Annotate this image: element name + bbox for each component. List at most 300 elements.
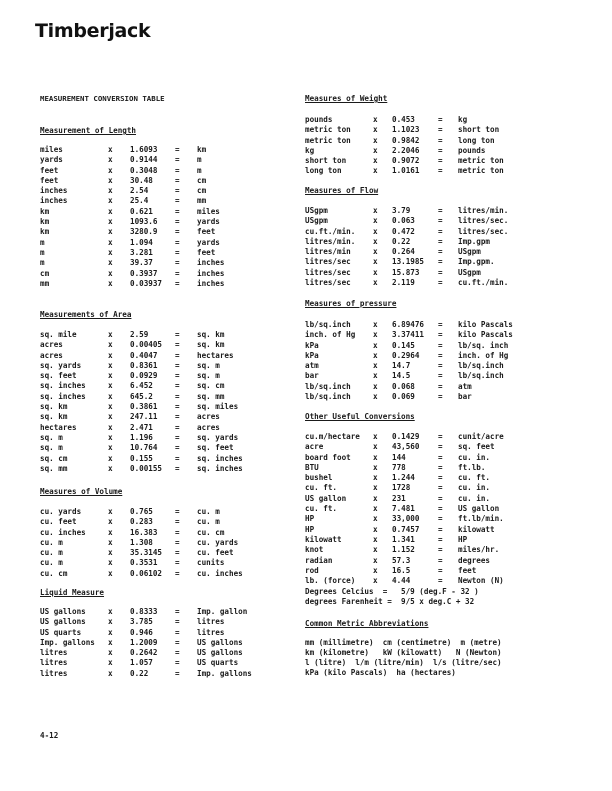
factor: 2.59 <box>130 330 149 339</box>
to-unit: kilo Pascals <box>458 320 513 329</box>
multiply-sign: x <box>108 247 113 257</box>
from-unit: atm <box>305 361 319 371</box>
multiply-sign: x <box>373 115 378 124</box>
to-unit: USgpm <box>458 247 481 257</box>
factor: 0.8361 <box>130 360 158 370</box>
from-unit: HP <box>305 514 315 524</box>
multiply-sign: x <box>108 391 113 401</box>
multiply-sign: x <box>108 548 113 558</box>
multiply-sign: x <box>108 627 113 637</box>
equals-sign: = <box>175 371 180 381</box>
equals-sign: = <box>175 668 180 678</box>
factor: 14.7 <box>392 361 411 371</box>
equals-sign: = <box>438 145 443 155</box>
factor: 0.3937 <box>130 268 158 278</box>
equals-sign: = <box>438 576 443 586</box>
from-unit: inches <box>40 196 68 206</box>
from-unit: feet <box>40 175 59 185</box>
brand-logo: Timberjack <box>35 20 151 42</box>
factor: 0.472 <box>392 226 415 236</box>
multiply-sign: x <box>373 576 378 586</box>
factor: 0.2642 <box>130 648 158 658</box>
from-unit: kilowatt <box>305 534 342 544</box>
equals-sign: = <box>438 392 443 402</box>
to-unit: short ton <box>458 125 500 135</box>
equals-sign: = <box>175 568 180 578</box>
from-unit: lb/sq.inch <box>305 392 351 402</box>
from-unit: long ton <box>305 166 342 176</box>
from-unit: sq. cm <box>40 453 68 463</box>
to-unit: sq. mm <box>197 391 225 401</box>
factor: 0.145 <box>392 340 415 350</box>
factor: 0.8333 <box>130 607 158 616</box>
weight-heading: Measures of Weight <box>305 94 388 103</box>
factor: 0.765 <box>130 507 153 516</box>
factor: 1728 <box>392 483 411 493</box>
multiply-sign: x <box>108 527 113 537</box>
from-unit: radian <box>305 555 333 565</box>
multiply-sign: x <box>108 165 113 175</box>
to-unit: litres <box>197 627 225 637</box>
multiply-sign: x <box>108 558 113 568</box>
equals-sign: = <box>175 453 180 463</box>
from-unit: acres <box>40 350 63 360</box>
factor: 43,560 <box>392 442 420 452</box>
equals-sign: = <box>175 278 180 288</box>
equals-sign: = <box>175 558 180 568</box>
to-unit: sq. inches <box>197 453 243 463</box>
factor: 1.2009 <box>130 637 158 647</box>
equals-sign: = <box>438 462 443 472</box>
multiply-sign: x <box>373 278 378 288</box>
equals-sign: = <box>175 507 180 516</box>
multiply-sign: x <box>373 462 378 472</box>
factor: 0.3531 <box>130 558 158 568</box>
to-unit: Imp. gallon <box>197 607 248 616</box>
from-unit: sq. mile <box>40 330 77 339</box>
multiply-sign: x <box>108 186 113 196</box>
from-unit: lb. (force) <box>305 576 356 586</box>
equals-sign: = <box>438 135 443 145</box>
multiply-sign: x <box>108 350 113 360</box>
from-unit: lb/sq.inch <box>305 381 351 391</box>
factor: 13.1985 <box>392 257 425 267</box>
factor: 0.0929 <box>130 371 158 381</box>
multiply-sign: x <box>373 361 378 371</box>
from-unit: sq. inches <box>40 381 86 391</box>
factor: 0.22 <box>130 668 149 678</box>
factor: 0.155 <box>130 453 153 463</box>
multiply-sign: x <box>373 371 378 381</box>
multiply-sign: x <box>373 432 378 441</box>
factor: 7.481 <box>392 504 415 514</box>
to-unit: hectares <box>197 350 234 360</box>
multiply-sign: x <box>108 422 113 432</box>
factor: 0.3048 <box>130 165 158 175</box>
equals-sign: = <box>175 247 180 257</box>
equals-sign: = <box>438 206 443 215</box>
from-unit: m <box>40 247 45 257</box>
to-unit: litres/min. <box>458 206 509 215</box>
equals-sign: = <box>438 267 443 277</box>
flow-heading: Measures of Flow <box>305 186 379 195</box>
factor: 6.89476 <box>392 320 425 329</box>
factor: 4.44 <box>392 576 411 586</box>
to-unit: kilo Pascals <box>458 330 513 340</box>
from-unit: knot <box>305 545 324 555</box>
multiply-sign: x <box>373 267 378 277</box>
equals-sign: = <box>438 452 443 462</box>
multiply-sign: x <box>108 648 113 658</box>
multiply-sign: x <box>108 227 113 237</box>
to-unit: cu. in. <box>458 483 491 493</box>
to-unit: inches <box>197 278 225 288</box>
from-unit: litres/min <box>305 247 351 257</box>
equals-sign: = <box>175 548 180 558</box>
from-unit: metric ton <box>305 125 351 135</box>
to-unit: cu. cm <box>197 527 225 537</box>
to-unit: acres <box>197 422 220 432</box>
factor: 0.22 <box>392 236 411 246</box>
to-unit: degrees <box>458 555 491 565</box>
equals-sign: = <box>438 226 443 236</box>
to-unit: cu. yards <box>197 537 239 547</box>
equals-sign: = <box>438 125 443 135</box>
from-unit: litres <box>40 658 68 668</box>
from-unit: litres/sec <box>305 257 351 267</box>
to-unit: US gallons <box>197 637 243 647</box>
to-unit: cu.ft./min. <box>458 278 509 288</box>
from-unit: litres/sec <box>305 267 351 277</box>
length-heading: Measurement of Length <box>40 126 137 135</box>
to-unit: sq. yards <box>197 432 239 442</box>
to-unit: Newton (N) <box>458 576 504 586</box>
to-unit: sq. km <box>197 340 225 350</box>
from-unit: cu. ft. <box>305 483 338 493</box>
multiply-sign: x <box>373 166 378 176</box>
to-unit: cu. in. <box>458 493 491 503</box>
to-unit: Imp.gpm. <box>458 257 495 267</box>
equals-sign: = <box>175 658 180 668</box>
to-unit: kilowatt <box>458 524 495 534</box>
from-unit: km <box>40 217 50 227</box>
from-unit: litres/min. <box>305 236 356 246</box>
multiply-sign: x <box>373 247 378 257</box>
volume-heading: Measures of Volume <box>40 487 123 496</box>
equals-sign: = <box>175 537 180 547</box>
equals-sign: = <box>175 443 180 453</box>
multiply-sign: x <box>373 514 378 524</box>
equals-sign: = <box>175 268 180 278</box>
from-unit: sq. km <box>40 402 68 412</box>
from-unit: sq. inches <box>40 391 86 401</box>
to-unit: cu. in. <box>458 452 491 462</box>
to-unit: cunit/acre <box>458 432 504 441</box>
equals-sign: = <box>438 320 443 329</box>
from-unit: sq. m <box>40 443 63 453</box>
factor: 3.281 <box>130 247 153 257</box>
factor: 0.9072 <box>392 156 420 166</box>
factor: 645.2 <box>130 391 153 401</box>
page-number: 4-12 <box>40 731 59 740</box>
equals-sign: = <box>175 637 180 647</box>
from-unit: cu. yards <box>40 507 82 516</box>
equals-sign: = <box>175 350 180 360</box>
abbrev-line: kPa (kilo Pascals) ha (hectares) <box>305 668 456 677</box>
equals-sign: = <box>438 156 443 166</box>
equals-sign: = <box>438 483 443 493</box>
factor: 3.37411 <box>392 330 425 340</box>
multiply-sign: x <box>108 145 113 154</box>
multiply-sign: x <box>108 537 113 547</box>
from-unit: litres <box>40 668 68 678</box>
equals-sign: = <box>438 534 443 544</box>
from-unit: cu. m <box>40 548 63 558</box>
abbrev-line: l (litre) l/m (litre/min) l/s (litre/sec) <box>305 658 502 667</box>
multiply-sign: x <box>108 330 113 339</box>
multiply-sign: x <box>108 371 113 381</box>
equals-sign: = <box>175 155 180 165</box>
factor: 0.069 <box>392 392 415 402</box>
to-unit: ft.lb. <box>458 462 486 472</box>
from-unit: mm <box>40 278 50 288</box>
abbrev-heading: Common Metric Abbreviations <box>305 619 429 628</box>
to-unit: Imp.gpm <box>458 236 491 246</box>
to-unit: inches <box>197 268 225 278</box>
to-unit: bar <box>458 392 472 402</box>
to-unit: atm <box>458 381 472 391</box>
equals-sign: = <box>175 196 180 206</box>
to-unit: litres <box>197 617 225 627</box>
multiply-sign: x <box>108 217 113 227</box>
to-unit: feet <box>197 247 216 257</box>
from-unit: cu. inches <box>40 527 86 537</box>
factor: 0.03937 <box>130 278 163 288</box>
to-unit: kg <box>458 115 468 124</box>
factor: 1.196 <box>130 432 153 442</box>
factor: 16.383 <box>130 527 158 537</box>
from-unit: USgpm <box>305 206 328 215</box>
to-unit: cunits <box>197 558 225 568</box>
to-unit: sq. km <box>197 330 225 339</box>
equals-sign: = <box>438 350 443 360</box>
from-unit: cu. cm <box>40 568 68 578</box>
from-unit: Imp. gallons <box>40 637 95 647</box>
factor: 0.453 <box>392 115 415 124</box>
equals-sign: = <box>175 627 180 637</box>
multiply-sign: x <box>373 452 378 462</box>
multiply-sign: x <box>373 442 378 452</box>
equals-sign: = <box>438 442 443 452</box>
factor: 1.152 <box>392 545 415 555</box>
factor: 1.0161 <box>392 166 420 176</box>
to-unit: sq. inches <box>197 463 243 473</box>
equals-sign: = <box>438 432 443 441</box>
factor: 0.063 <box>392 216 415 226</box>
equals-sign: = <box>175 412 180 422</box>
equals-sign: = <box>438 257 443 267</box>
factor: 0.2964 <box>392 350 420 360</box>
multiply-sign: x <box>108 432 113 442</box>
factor: 0.3861 <box>130 402 158 412</box>
from-unit: cu.ft./min. <box>305 226 356 236</box>
to-unit: sq. miles <box>197 402 239 412</box>
to-unit: lb/sq.inch <box>458 371 504 381</box>
from-unit: miles <box>40 145 63 154</box>
multiply-sign: x <box>373 145 378 155</box>
from-unit: US gallon <box>305 493 347 503</box>
multiply-sign: x <box>108 517 113 527</box>
factor: 30.48 <box>130 175 153 185</box>
factor: 0.00405 <box>130 340 163 350</box>
factor: 2.2046 <box>392 145 420 155</box>
factor: 1.6093 <box>130 145 158 154</box>
equals-sign: = <box>175 432 180 442</box>
multiply-sign: x <box>108 278 113 288</box>
multiply-sign: x <box>373 156 378 166</box>
to-unit: inches <box>197 258 225 268</box>
to-unit: feet <box>197 227 216 237</box>
equals-sign: = <box>438 216 443 226</box>
equals-sign: = <box>175 391 180 401</box>
equals-sign: = <box>438 278 443 288</box>
other-heading: Other Useful Conversions <box>305 412 415 421</box>
equals-sign: = <box>175 175 180 185</box>
multiply-sign: x <box>373 330 378 340</box>
factor: 0.264 <box>392 247 415 257</box>
equals-sign: = <box>438 361 443 371</box>
from-unit: inches <box>40 186 68 196</box>
multiply-sign: x <box>373 493 378 503</box>
multiply-sign: x <box>373 473 378 483</box>
to-unit: cu. ft. <box>458 473 491 483</box>
from-unit: short ton <box>305 156 347 166</box>
factor: 1.308 <box>130 537 153 547</box>
to-unit: sq. m <box>197 371 220 381</box>
to-unit: metric ton <box>458 156 504 166</box>
to-unit: cu. inches <box>197 568 243 578</box>
multiply-sign: x <box>373 504 378 514</box>
from-unit: BTU <box>305 462 319 472</box>
to-unit: m <box>197 165 202 175</box>
from-unit: US gallons <box>40 607 86 616</box>
factor: 231 <box>392 493 406 503</box>
from-unit: sq. feet <box>40 371 77 381</box>
to-unit: feet <box>458 565 477 575</box>
factor: 2.119 <box>392 278 415 288</box>
page-title: MEASUREMENT CONVERSION TABLE <box>40 94 165 103</box>
factor: 33,000 <box>392 514 420 524</box>
from-unit: bushel <box>305 473 333 483</box>
multiply-sign: x <box>373 226 378 236</box>
area-heading: Measurements of Area <box>40 310 132 319</box>
equals-sign: = <box>175 145 180 154</box>
multiply-sign: x <box>373 565 378 575</box>
from-unit: cu. feet <box>40 517 77 527</box>
from-unit: board foot <box>305 452 351 462</box>
multiply-sign: x <box>108 443 113 453</box>
factor: 3280.9 <box>130 227 158 237</box>
multiply-sign: x <box>108 463 113 473</box>
equals-sign: = <box>438 504 443 514</box>
factor: 144 <box>392 452 406 462</box>
factor: 0.9144 <box>130 155 158 165</box>
multiply-sign: x <box>108 268 113 278</box>
from-unit: sq. mm <box>40 463 68 473</box>
liquid-heading: Liquid Measure <box>40 588 105 597</box>
factor: 1.057 <box>130 658 153 668</box>
equals-sign: = <box>175 330 180 339</box>
factor: 15.873 <box>392 267 420 277</box>
to-unit: sq. feet <box>458 442 495 452</box>
equals-sign: = <box>175 186 180 196</box>
from-unit: metric ton <box>305 135 351 145</box>
from-unit: kg <box>305 145 315 155</box>
to-unit: cu. m <box>197 517 220 527</box>
factor: 39.37 <box>130 258 153 268</box>
from-unit: m <box>40 258 45 268</box>
to-unit: lb/sq.inch <box>458 361 504 371</box>
abbrev-line: mm (millimetre) cm (centimetre) m (metre) <box>305 638 502 647</box>
equals-sign: = <box>438 340 443 350</box>
multiply-sign: x <box>373 340 378 350</box>
to-unit: m <box>197 155 202 165</box>
factor: 0.283 <box>130 517 153 527</box>
factor: 0.7457 <box>392 524 420 534</box>
multiply-sign: x <box>108 568 113 578</box>
multiply-sign: x <box>108 237 113 247</box>
equals-sign: = <box>175 217 180 227</box>
equals-sign: = <box>175 517 180 527</box>
equals-sign: = <box>175 237 180 247</box>
factor: 25.4 <box>130 196 149 206</box>
to-unit: lb/sq. inch <box>458 340 509 350</box>
multiply-sign: x <box>108 340 113 350</box>
to-unit: pounds <box>458 145 486 155</box>
multiply-sign: x <box>373 236 378 246</box>
to-unit: Imp. gallons <box>197 668 252 678</box>
from-unit: feet <box>40 165 59 175</box>
from-unit: litres/sec <box>305 278 351 288</box>
from-unit: km <box>40 227 50 237</box>
from-unit: HP <box>305 524 315 534</box>
to-unit: US gallons <box>197 648 243 658</box>
equals-sign: = <box>438 247 443 257</box>
from-unit: sq. km <box>40 412 68 422</box>
equals-sign: = <box>175 422 180 432</box>
to-unit: sq. cm <box>197 381 225 391</box>
to-unit: US gallon <box>458 504 500 514</box>
to-unit: km <box>197 145 207 154</box>
from-unit: cm <box>40 268 50 278</box>
to-unit: metric ton <box>458 166 504 176</box>
multiply-sign: x <box>373 545 378 555</box>
equals-sign: = <box>438 473 443 483</box>
factor: 10.764 <box>130 443 158 453</box>
to-unit: miles <box>197 206 220 216</box>
factor: 3.79 <box>392 206 411 215</box>
factor: 1.1023 <box>392 125 420 135</box>
factor: 0.00155 <box>130 463 163 473</box>
multiply-sign: x <box>108 258 113 268</box>
factor: 0.621 <box>130 206 153 216</box>
from-unit: km <box>40 206 50 216</box>
factor: 0.946 <box>130 627 153 637</box>
equals-sign: = <box>175 381 180 391</box>
equals-sign: = <box>175 165 180 175</box>
from-unit: pounds <box>305 115 333 124</box>
from-unit: cu. m <box>40 537 63 547</box>
